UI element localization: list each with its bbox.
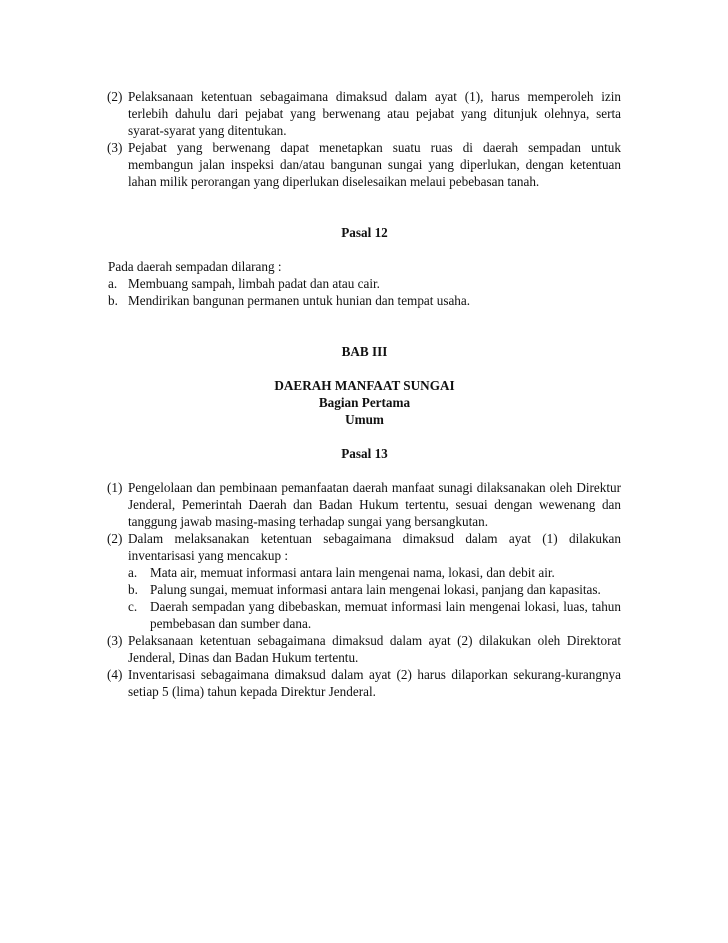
sub-marker: b. xyxy=(128,582,138,597)
ayat-text: Pelaksanaan ketentuan sebagaimana dimaksud dalam ayat (1), harus memperoleh izin terlebih dahulu dari pejabat yang berwenang atau pejabat yang ditunjuk olehnya, serta syarat-syarat yang ditentukan. xyxy=(128,89,621,138)
bab-subtitle: DAERAH MANFAAT SUNGAI xyxy=(274,378,455,393)
ayat-text: Dalam melaksanakan ketentuan sebagaimana dimaksud dalam ayat (1) dilakukan inventarisasi yang mencakup : xyxy=(128,531,621,563)
list-text: Membuang sampah, limbah padat dan atau cair. xyxy=(128,276,380,291)
sub-text: Mata air, memuat informasi antara lain mengenai nama, lokasi, dan debit air. xyxy=(150,565,555,580)
sub-item-c xyxy=(128,598,621,632)
ayat-text: Pelaksanaan ketentuan sebagaimana dimaksud dalam ayat (2) dilakukan oleh Direktorat Jenderal, Dinas dan Badan Hukum tertentu. xyxy=(128,633,621,665)
pasal-13-ayat-1 xyxy=(108,479,621,530)
pasal-13-ayat-3 xyxy=(108,632,621,666)
pasal-13-ayat-2 xyxy=(108,530,621,632)
bab-heading: BAB III xyxy=(341,344,388,359)
ayat-number: (3) xyxy=(107,633,123,648)
pasal-12-heading: Pasal 12 xyxy=(341,225,388,240)
sub-text: Palung sungai, memuat informasi antara lain mengenai lokasi, panjang dan kapasitas. xyxy=(150,582,601,597)
bagian-heading: Bagian Pertama xyxy=(318,395,411,410)
list-marker: a. xyxy=(108,276,118,291)
sub-marker: a. xyxy=(128,565,138,580)
pasal-12-intro: Pada daerah sempadan dilarang : xyxy=(108,259,282,274)
pasal-12-item-b xyxy=(108,292,621,309)
pasal-13-heading: Pasal 13 xyxy=(341,446,388,461)
sub-marker: c. xyxy=(128,599,138,614)
ayat-number: (4) xyxy=(107,667,123,682)
ayat-number: (2) xyxy=(107,89,123,104)
ayat-number: (2) xyxy=(107,531,123,546)
sub-item-a xyxy=(128,564,621,581)
ayat-text: Inventarisasi sebagaimana dimaksud dalam ayat (2) harus dilaporkan sekurang-kurangnya setiap 5 (lima) tahun kepada Direktur Jenderal. xyxy=(128,667,621,699)
umum-heading: Umum xyxy=(345,412,384,427)
pasal-13-ayat-4 xyxy=(108,666,621,700)
list-text: Mendirikan bangunan permanen untuk hunian dan tempat usaha. xyxy=(128,293,471,308)
pasal-12-item-a xyxy=(108,275,621,292)
ayat-number: (3) xyxy=(107,140,123,155)
ayat-text: Pengelolaan dan pembinaan pemanfaatan daerah manfaat sunagi dilaksanakan oleh Direktur Jenderal, Pemerintah Daerah dan Badan Hukum tertentu, sesuai dengan wewenang dan tanggung jawab masing-masing terhadap sungai yang bersangkutan. xyxy=(128,480,621,529)
ayat-number: (1) xyxy=(107,480,123,495)
document-page xyxy=(108,88,621,700)
ayat-3-paragraph xyxy=(108,139,621,190)
list-marker: b. xyxy=(108,293,118,308)
ayat-text: Pejabat yang berwenang dapat menetapkan suatu ruas di daerah sempadan untuk membangun jalan inspeksi dan/atau bangunan sungai yang diperlukan, dengan ketentuan lahan milik perorangan yang diperlukan diselesaikan melaui pebebasan tanah. xyxy=(128,140,621,189)
sub-item-b xyxy=(128,581,621,598)
ayat-2-paragraph xyxy=(108,88,621,139)
sub-text: Daerah sempadan yang dibebaskan, memuat informasi lain mengenai lokasi, luas, tahun pembebasan dan sumber dana. xyxy=(150,599,621,631)
